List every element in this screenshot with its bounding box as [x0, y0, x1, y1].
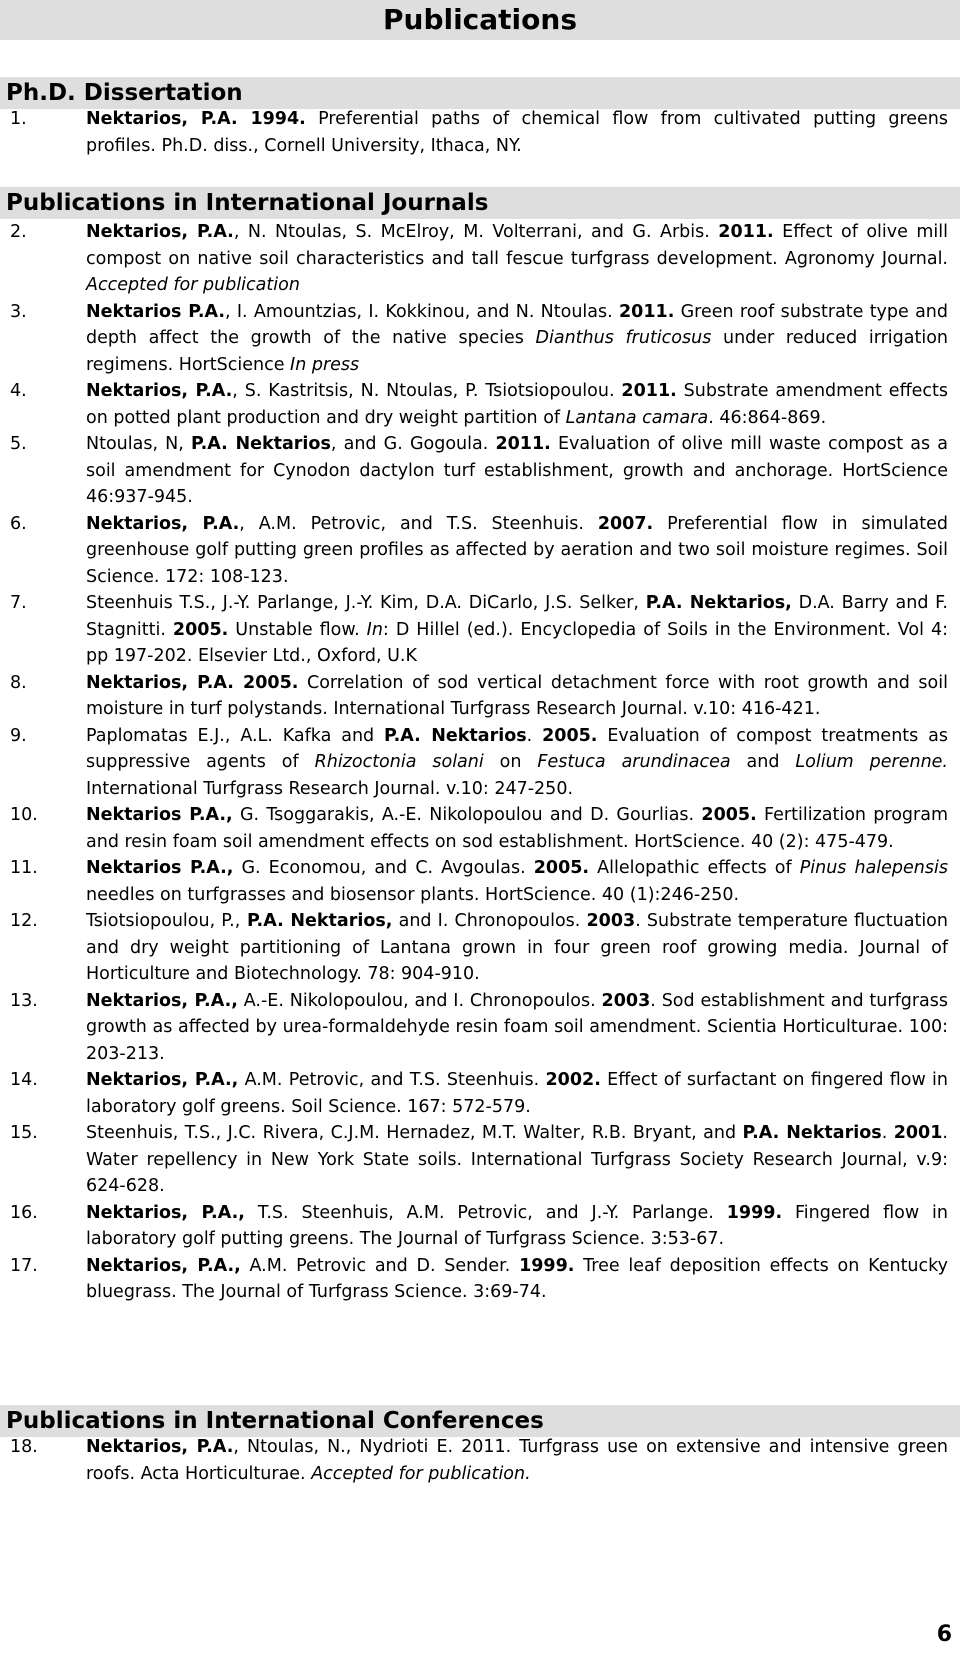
page-title: Publications — [382, 3, 577, 36]
entry-bold-text: 2005. — [172, 619, 229, 640]
entry-number: 16. — [10, 1202, 38, 1223]
entry-bold-text: P.A. Nektarios, — [645, 593, 792, 613]
entry-text: needles on turfgrasses and biosensor plants. HortScience. 40 (1):246-250. — [86, 884, 740, 905]
entry-bold-text: Nektarios P.A., — [86, 858, 234, 878]
publication-entry — [0, 1434, 960, 1487]
entry-bold-text: 2001 — [893, 1123, 943, 1143]
entry-text: on — [483, 752, 538, 772]
entry-bold-text: Nektarios, P.A., — [86, 1202, 245, 1223]
entry-number: 4. — [10, 381, 27, 401]
entry-number: 11. — [10, 858, 38, 878]
entry-bold-text: P.A. Nektarios — [742, 1123, 882, 1143]
entry-number: 15. — [10, 1123, 38, 1143]
dissertation-list — [0, 106, 960, 159]
entry-italic-text: Dianthus fruticosus — [535, 328, 712, 348]
entry-text: . — [881, 1123, 894, 1143]
publication-entry — [0, 1120, 960, 1200]
publication-entry — [0, 106, 960, 159]
entry-bold-text: 2011. — [621, 381, 677, 401]
entry-text: A.M. Petrovic, and T.S. Steenhuis. — [238, 1070, 546, 1090]
entry-bold-text: Nektarios P.A. — [86, 301, 225, 322]
entry-number: 14. — [10, 1070, 38, 1090]
entry-bold-text: P.A. Nektarios — [191, 434, 331, 454]
entry-bold-text: Nektarios, P.A. — [86, 1437, 234, 1457]
entry-text: . Sod establishment and turfgrass growth as affected by urea-formaldehyde resin foam soil amendment. Scientia Horticulturae. 100: 203-213. — [86, 990, 948, 1064]
publication-entry — [0, 1067, 960, 1120]
entry-text: , and G. Gogoula. — [330, 434, 496, 454]
entry-italic-text: Pinus halepensis — [799, 858, 948, 878]
entry-number: 5. — [10, 434, 27, 454]
entry-text: , I. Amountzias, I. Kokkinou, and N. Ntoulas. — [225, 301, 619, 322]
entry-number: 18. — [10, 1437, 38, 1457]
entry-text: Evaluation of compost treatments as suppressive agents of — [86, 725, 948, 772]
journals-list — [0, 219, 960, 1306]
entry-bold-text: 2002. — [545, 1070, 601, 1090]
entry-text: Correlation of sod vertical detachment force with root growth and soil moisture in turf polystands. International Turfgrass Research Journal. v.10: 416-421. — [86, 672, 948, 719]
entry-italic-text: Lantana camara — [565, 407, 709, 428]
entry-text: and — [730, 752, 796, 772]
entry-text: . 46:864-869. — [708, 407, 827, 428]
entry-bold-text: 2003 — [586, 911, 636, 931]
publication-entry — [0, 908, 960, 988]
entry-text: under reduced irrigation regimens. HortScience — [86, 328, 949, 375]
entry-text: G. Tsoggarakis, A.-E. Nikolopoulou and D. Gourlias. — [232, 805, 702, 825]
entry-bold-text: Nektarios, P.A. — [86, 222, 234, 242]
entry-number: 12. — [10, 911, 38, 931]
entry-bold-text: Nektarios, P.A. — [86, 513, 240, 534]
entry-text: and I. Chronopoulos. — [392, 911, 587, 931]
entry-bold-text: Nektarios, P.A., — [86, 1255, 241, 1276]
entry-bold-text: Nektarios P.A., — [86, 805, 233, 825]
entry-text: Preferential paths of chemical flow from cultivated putting greens profiles. Ph.D. diss., Cornell University, Ithaca, NY. — [86, 109, 948, 156]
entry-text: . Substrate temperature fluctuation and dry weight partitioning of Lantana grown in four green roof growing media. Journal of Horticulture and Biotechnology. 78: 904-910. — [86, 911, 948, 984]
entry-italic-text: In — [366, 619, 383, 640]
entry-text: Fertilization program and resin foam soil amendment effects on sod establishment. HortScience. 40 (2): 475-479. — [86, 805, 949, 852]
entry-text: Tree leaf deposition effects on Kentucky bluegrass. The Journal of Turfgrass Science. 3:69-74. — [86, 1255, 949, 1302]
entry-text: Fingered flow in laboratory golf putting greens. The Journal of Turfgrass Science. 3:53-67. — [86, 1202, 948, 1249]
page-number: 6 — [936, 1622, 952, 1647]
entry-text: Effect of olive mill compost on native soil characteristics and tall fescue turfgrass development. Agronomy Journal. — [86, 222, 949, 269]
section-heading-journals — [0, 187, 960, 219]
section-heading-text: Ph.D. Dissertation — [6, 80, 243, 106]
section-heading-text: Publications in International Journals — [6, 190, 489, 216]
publication-entry — [0, 431, 960, 511]
entry-text: Substrate amendment effects on potted plant production and dry weight partition of — [86, 381, 948, 428]
entry-text: D.A. Barry and F. Stagnitti. — [86, 593, 948, 640]
entry-bold-text: 2003 — [601, 990, 651, 1011]
entry-text: International Turfgrass Research Journal. v.10: 247-250. — [86, 778, 574, 799]
entry-number: 8. — [10, 672, 27, 693]
entry-bold-text: 2007. — [597, 513, 654, 534]
entry-number: 1. — [10, 109, 27, 129]
entry-text: , Ntoulas, N., Nydrioti E. 2011. Turfgrass use on extensive and intensive green roofs. Acta Horticulturae. — [86, 1437, 948, 1484]
entry-text: G. Economou, and C. Avgoulas. — [233, 858, 534, 878]
entry-number: 6. — [10, 513, 27, 534]
entry-text: Allelopathic effects of — [589, 858, 800, 878]
entry-bold-text: 2011. — [495, 434, 551, 454]
entry-italic-text: Lolium perenne. — [795, 752, 948, 772]
entry-text: Unstable flow. — [228, 619, 367, 640]
entry-text: . — [526, 725, 543, 746]
entry-number: 10. — [10, 805, 38, 825]
entry-bold-text: 2011. — [618, 301, 675, 322]
entry-bold-text: 2005. — [542, 725, 598, 746]
entry-text: Preferential flow in simulated greenhouse golf putting green profiles as affected by aeration and two soil moisture regimes. Soil Science. 172: 108-123. — [86, 513, 949, 587]
publication-entry — [0, 590, 960, 670]
entry-bold-text: P.A. Nektarios — [384, 725, 527, 746]
conferences-list — [0, 1434, 960, 1487]
publication-entry — [0, 299, 960, 379]
entry-bold-text: Nektarios, P.A. 2005. — [86, 672, 299, 693]
section-heading-text: Publications in International Conferences — [6, 1408, 544, 1434]
entry-number: 7. — [10, 593, 27, 613]
entry-text: , A.M. Petrovic, and T.S. Steenhuis. — [239, 513, 598, 534]
entry-italic-text: Festuca arundinacea — [537, 752, 731, 772]
publication-entry — [0, 855, 960, 908]
entry-text: Ntoulas, N, — [86, 434, 191, 454]
entry-italic-text: Accepted for publication — [86, 275, 300, 295]
entry-italic-text: In press — [290, 354, 360, 375]
entry-text: A.-E. Nikolopoulou, and I. Chronopoulos. — [237, 990, 602, 1011]
publication-entry — [0, 1200, 960, 1253]
entry-bold-text: 2005. — [533, 858, 590, 878]
entry-bold-text: 2005. — [701, 805, 757, 825]
entry-text: Paplomatas E.J., A.L. Kafka and — [86, 725, 385, 746]
publication-entry — [0, 670, 960, 723]
publication-entry — [0, 802, 960, 855]
entry-number: 9. — [10, 725, 27, 746]
entry-text: A.M. Petrovic and D. Sender. — [240, 1255, 520, 1276]
section-heading-conferences — [0, 1405, 960, 1437]
entry-text: Evaluation of olive mill waste compost as a soil amendment for Cynodon dactylon turf establishment, growth and anchorage. HortScience 46:937-945. — [86, 434, 949, 507]
entry-bold-text: Nektarios, P.A., — [86, 990, 238, 1011]
entry-number: 3. — [10, 301, 27, 322]
entry-bold-text: Nektarios, P.A., — [86, 1070, 239, 1090]
entry-text: Effect of surfactant on fingered flow in laboratory golf greens. Soil Science. 167: 572-579. — [86, 1070, 949, 1117]
entry-text: Green roof substrate type and depth affect the growth of the native species — [86, 301, 948, 348]
entry-text: : D Hillel (ed.). Encyclopedia of Soils in the Environment. Vol 4: pp 197-202. Elsevier Ltd., Oxford, U.K — [86, 619, 949, 666]
entry-number: 2. — [10, 222, 27, 242]
publication-entry — [0, 511, 960, 591]
entry-text: Steenhuis T.S., J.-Y. Parlange, J.-Y. Kim, D.A. DiCarlo, J.S. Selker, — [86, 593, 646, 613]
entry-text: Steenhuis, T.S., J.C. Rivera, C.J.M. Hernadez, M.T. Walter, R.B. Bryant, and — [86, 1123, 743, 1143]
entry-text: , N. Ntoulas, S. McElroy, M. Volterrani, and G. Arbis. — [233, 222, 719, 242]
entry-bold-text: 2011. — [718, 222, 774, 242]
entry-bold-text: Nektarios, P.A. 1994. — [86, 109, 306, 129]
entry-text: T.S. Steenhuis, A.M. Petrovic, and J.-Y. Parlange. — [244, 1202, 727, 1223]
publication-entry — [0, 988, 960, 1068]
entry-italic-text: Rhizoctonia solani — [314, 752, 484, 772]
entry-number: 13. — [10, 990, 38, 1011]
section-heading-dissertation — [0, 77, 960, 109]
publication-entry — [0, 1253, 960, 1306]
page-title-bar — [0, 0, 960, 40]
entry-number: 17. — [10, 1255, 38, 1276]
publication-entry — [0, 378, 960, 431]
entry-bold-text: 1999. — [726, 1202, 783, 1223]
entry-bold-text: P.A. Nektarios, — [240, 911, 393, 931]
publication-entry — [0, 219, 960, 299]
entry-bold-text: 1999. — [519, 1255, 575, 1276]
publication-entry — [0, 723, 960, 803]
entry-text: , S. Kastritsis, N. Ntoulas, P. Tsiotsiopoulou. — [232, 381, 622, 401]
entry-bold-text: Nektarios, P.A. — [86, 381, 233, 401]
entry-text: . Water repellency in New York State soils. International Turfgrass Society Research Journal, v.9: 624-628. — [86, 1123, 948, 1196]
entry-italic-text: Accepted for publication. — [311, 1463, 531, 1484]
entry-text: Tsiotsiopoulou, P., — [86, 911, 241, 931]
